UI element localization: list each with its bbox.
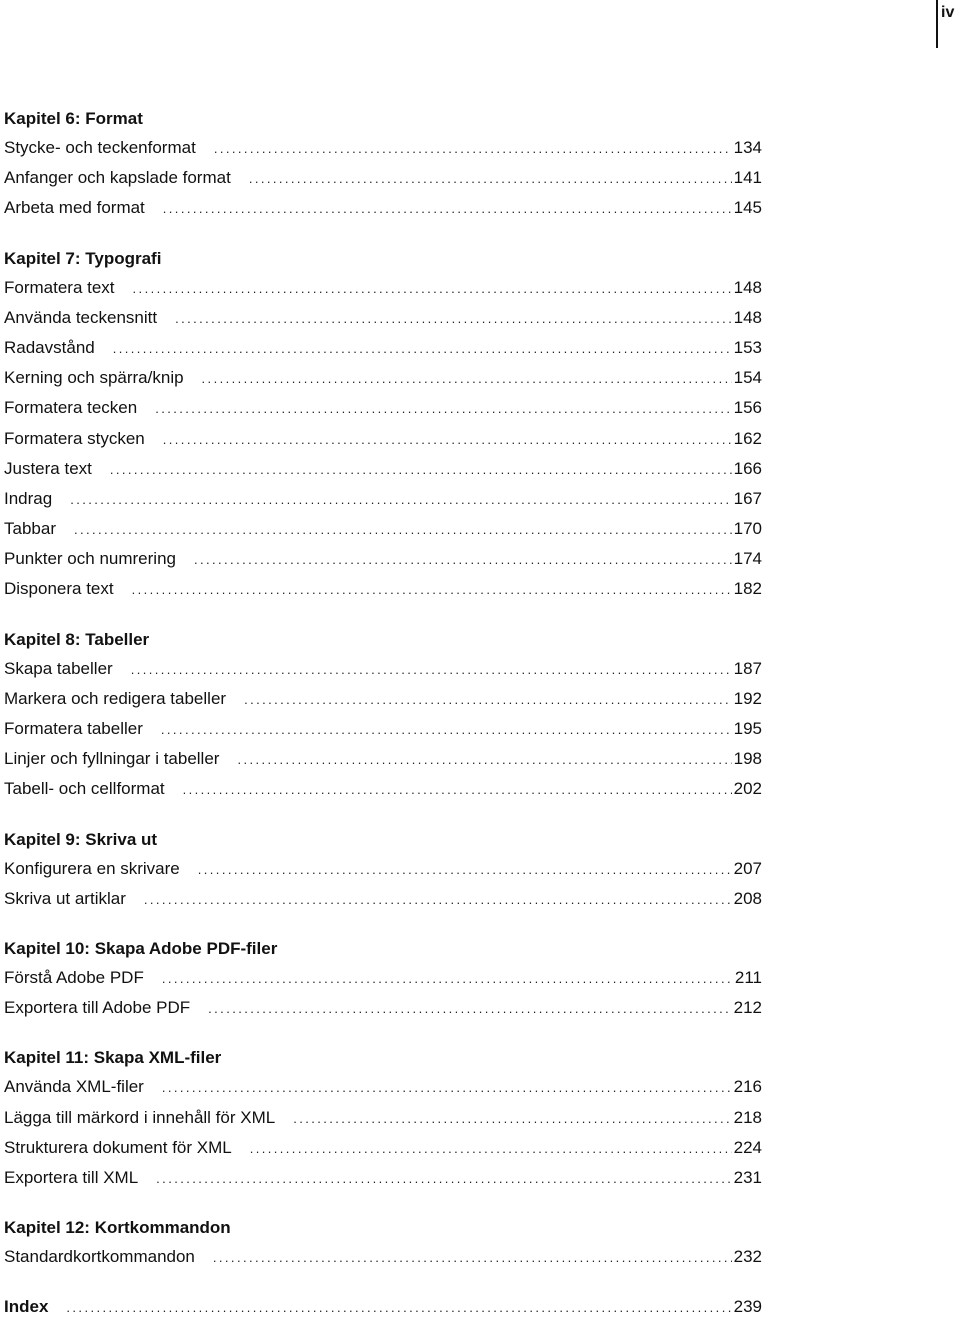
dot-leader: [183, 775, 732, 805]
toc-entry-label: Skriva ut artiklar: [4, 888, 126, 908]
toc-entry-page-number: 212: [733, 998, 762, 1018]
toc-entry[interactable]: [4, 884, 762, 914]
dot-leader: [163, 425, 732, 455]
toc-entry[interactable]: [4, 654, 762, 684]
toc-entry-page-number: 156: [733, 398, 762, 418]
dot-leader: [244, 685, 732, 715]
toc-entry[interactable]: [4, 574, 762, 604]
dot-leader: [110, 455, 732, 485]
toc-entry-label: Kerning och spärra/knip: [4, 368, 184, 388]
chapter-title[interactable]: Kapitel 10: Skapa Adobe PDF-filer: [4, 938, 278, 958]
toc-entry-label: Använda XML-filer: [4, 1077, 144, 1097]
toc-entry[interactable]: [4, 544, 762, 574]
table-of-contents: [4, 105, 762, 1321]
chapter-title[interactable]: Kapitel 8: Tabeller: [4, 629, 150, 649]
toc-entry-page-number: 202: [733, 779, 762, 799]
toc-entry[interactable]: [4, 1242, 762, 1272]
toc-entry-label: Använda teckensnitt: [4, 307, 158, 327]
toc-entry-label: Skapa tabeller: [4, 658, 113, 678]
dot-leader: [131, 655, 732, 685]
index-block: [4, 1293, 762, 1321]
toc-entry[interactable]: [4, 684, 762, 714]
index-page-number: 239: [733, 1297, 762, 1317]
dot-leader: [237, 745, 731, 775]
toc-entry-label: Indrag: [4, 488, 53, 508]
toc-entry-page-number: 218: [733, 1107, 762, 1127]
dot-leader: [156, 1164, 731, 1194]
toc-entry-page-number: 170: [733, 519, 762, 539]
toc-entry-label: Formatera stycken: [4, 428, 145, 448]
dot-leader: [250, 1134, 732, 1164]
toc-entry-page-number: 174: [733, 549, 762, 569]
toc-entry[interactable]: [4, 714, 762, 744]
dot-leader: [198, 855, 732, 885]
dot-leader: [249, 164, 732, 194]
toc-entry[interactable]: [4, 963, 762, 993]
toc-entry[interactable]: [4, 303, 762, 333]
toc-entry[interactable]: [4, 424, 762, 454]
chapter-section: [4, 935, 762, 1023]
toc-entry[interactable]: [4, 193, 762, 223]
toc-entry[interactable]: [4, 993, 762, 1023]
dot-leader: [74, 515, 732, 545]
dot-leader: [66, 1294, 731, 1322]
toc-entry[interactable]: [4, 454, 762, 484]
toc-entry[interactable]: [4, 163, 762, 193]
toc-entry[interactable]: [4, 393, 762, 423]
toc-entry-label: Formatera tabeller: [4, 719, 143, 738]
toc-entry[interactable]: [4, 1163, 762, 1193]
toc-entry-page-number: 216: [733, 1077, 762, 1097]
toc-entry-page-number: 154: [733, 368, 762, 388]
toc-entry-page-number: 162: [733, 428, 762, 448]
toc-entry-page-number: 192: [733, 688, 762, 708]
dot-leader: [144, 885, 732, 915]
dot-leader: [70, 485, 731, 515]
toc-entry-page-number: 198: [733, 749, 762, 769]
page-number: iv: [941, 4, 955, 21]
toc-entry-page-number: 231: [733, 1167, 762, 1187]
dot-leader: [214, 134, 732, 164]
chapter-section: [4, 626, 762, 805]
toc-entry-label: Markera och redigera tabeller: [4, 688, 227, 708]
dot-leader: [208, 994, 731, 1024]
dot-leader: [202, 364, 732, 394]
toc-entry-page-number: 134: [733, 138, 762, 157]
dot-leader: [113, 334, 732, 364]
chapter-section: [4, 826, 762, 914]
toc-entry-label: Strukturera dokument för XML: [4, 1137, 232, 1157]
toc-entry-page-number: 195: [733, 719, 762, 738]
toc-entry-page-number: 187: [733, 658, 762, 678]
dot-leader: [133, 274, 732, 304]
toc-entry-label: Stycke- och teckenformat: [4, 138, 196, 157]
toc-entry-label: Anfanger och kapslade format: [4, 168, 231, 188]
toc-entry[interactable]: [4, 854, 762, 884]
chapter-title[interactable]: Kapitel 9: Skriva ut: [4, 829, 158, 849]
toc-entry-label: Radavstånd: [4, 337, 95, 357]
dot-leader: [161, 715, 732, 745]
dot-leader: [155, 394, 731, 424]
chapter-title[interactable]: Kapitel 11: Skapa XML-filer: [4, 1048, 222, 1068]
toc-entry[interactable]: [4, 1103, 762, 1133]
toc-entry-page-number: 141: [733, 168, 762, 188]
toc-entry-page-number: 145: [733, 198, 762, 218]
toc-entry-label: Förstå Adobe PDF: [4, 967, 144, 987]
toc-entry-label: Standardkortkommandon: [4, 1247, 195, 1267]
toc-entry-page-number: 153: [733, 337, 762, 357]
chapter-list: [4, 105, 762, 1272]
toc-entry-label: Exportera till XML: [4, 1167, 139, 1187]
index-entry[interactable]: [4, 1293, 762, 1321]
toc-entry-label: Tabbar: [4, 519, 56, 539]
dot-leader: [194, 545, 732, 575]
chapter-section: [4, 1044, 762, 1193]
dot-leader: [162, 1073, 732, 1103]
toc-entry-page-number: 167: [733, 488, 762, 508]
chapter-title[interactable]: Kapitel 7: Typografi: [4, 248, 162, 268]
chapter-section: [4, 245, 762, 605]
toc-entry-page-number: 182: [733, 579, 762, 599]
toc-entry-page-number: 148: [733, 307, 762, 327]
toc-entry[interactable]: [4, 333, 762, 363]
dot-leader: [132, 575, 732, 605]
toc-entry-page-number: 166: [733, 458, 762, 478]
toc-entry-page-number: 224: [733, 1137, 762, 1157]
toc-entry[interactable]: [4, 1133, 762, 1163]
toc-entry-label: Konfigurera en skrivare: [4, 858, 180, 878]
toc-entry[interactable]: [4, 1072, 762, 1102]
toc-entry-page-number: 148: [733, 277, 762, 297]
dot-leader: [213, 1243, 732, 1273]
toc-entry-label: Tabell- och cellformat: [4, 779, 165, 799]
toc-entry-page-number: 211: [734, 967, 762, 987]
toc-entry-label: Lägga till märkord i innehåll för XML: [4, 1107, 276, 1127]
toc-entry[interactable]: [4, 744, 762, 774]
dot-leader: [162, 964, 733, 994]
toc-entry[interactable]: [4, 484, 762, 514]
dot-leader: [293, 1104, 731, 1134]
toc-entry-label: Exportera till Adobe PDF: [4, 998, 191, 1018]
toc-entry-label: Disponera text: [4, 579, 114, 599]
chapter-title[interactable]: Kapitel 12: Kortkommandon: [4, 1218, 231, 1238]
index-label: Index: [4, 1297, 49, 1317]
toc-entry[interactable]: [4, 273, 762, 303]
chapter-title[interactable]: Kapitel 6: Format: [4, 109, 143, 128]
toc-entry-label: Arbeta med format: [4, 198, 145, 218]
toc-entry[interactable]: [4, 514, 762, 544]
toc-entry[interactable]: [4, 133, 762, 163]
toc-entry-label: Formatera text: [4, 277, 115, 297]
toc-entry-label: Punkter och numrering: [4, 549, 176, 569]
chapter-section: [4, 1214, 762, 1272]
chapter-section: [4, 105, 762, 224]
toc-entry-label: Justera text: [4, 458, 92, 478]
toc-entry-label: Linjer och fyllningar i tabeller: [4, 749, 220, 769]
toc-entry-label: Formatera tecken: [4, 398, 138, 418]
toc-entry[interactable]: [4, 774, 762, 804]
dot-leader: [175, 304, 732, 334]
dot-leader: [163, 194, 732, 224]
toc-entry-page-number: 208: [733, 888, 762, 908]
toc-entry-page-number: 232: [733, 1247, 762, 1267]
toc-entry-page-number: 207: [733, 858, 762, 878]
toc-entry[interactable]: [4, 363, 762, 393]
